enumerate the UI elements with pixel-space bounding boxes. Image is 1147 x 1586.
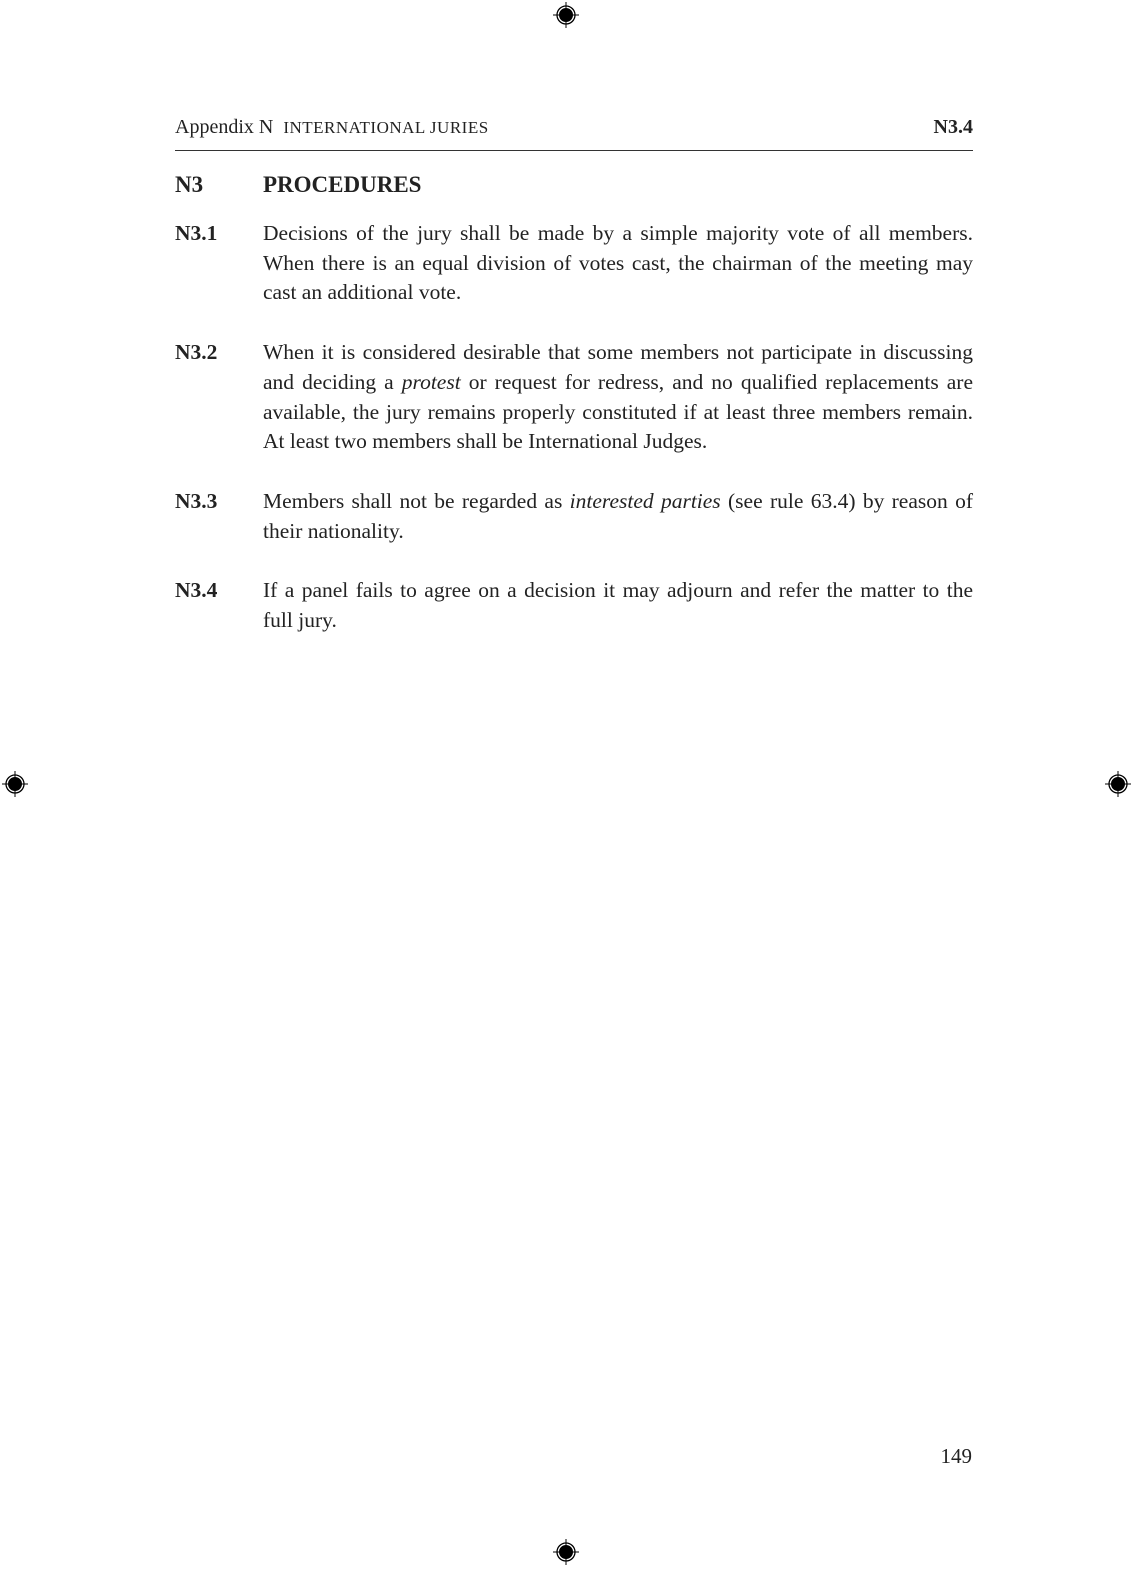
rule-number: N3.2 <box>175 340 218 365</box>
registration-mark-icon <box>553 2 579 28</box>
rule-text-segment: or request for redress, and no qualified replacements are available, the jury remains properly constituted if at least three members remain. At least two members shall be International Judges. <box>263 369 973 454</box>
header-rule-ref: N3.4 <box>933 116 973 138</box>
header-title: INTERNATIONAL JURIES <box>283 118 489 137</box>
header-left <box>175 116 489 139</box>
rule-text <box>263 576 973 635</box>
rule-text-segment: When it is considered desirable that some members not participate in discussing and deciding a <box>263 340 973 394</box>
rule-number: N3.1 <box>175 221 218 245</box>
italic-term: protest <box>401 369 461 394</box>
rule-item <box>175 487 973 546</box>
rule-text <box>263 219 973 308</box>
rule-text-segment: Members shall not be regarded as <box>263 488 570 513</box>
rule-item <box>175 576 973 635</box>
page-number: 149 <box>940 1444 972 1468</box>
registration-mark-icon <box>2 771 28 797</box>
rule-text <box>263 487 973 546</box>
rules-list <box>175 219 973 666</box>
header-appendix: Appendix N <box>175 116 274 138</box>
rule-number: N3.3 <box>175 488 218 513</box>
rule-text-segment: Decisions of the jury shall be made by a simple majority vote of all members. When there is an equal division of votes cast, the chairman of the meeting may cast an additional vote. <box>263 221 973 305</box>
section-title: PROCEDURES <box>263 172 422 197</box>
rule-text <box>263 338 973 457</box>
registration-mark-icon <box>1105 771 1131 797</box>
rule-number: N3.4 <box>175 578 218 603</box>
rule-item <box>175 219 973 308</box>
rule-text-segment: (see rule 63.4) by reason of their nationality. <box>263 488 973 543</box>
section-number: N3 <box>175 172 204 197</box>
rule-item <box>175 338 973 457</box>
italic-term: interested parties <box>569 488 721 513</box>
registration-mark-icon <box>553 1539 579 1565</box>
running-header <box>175 112 973 151</box>
rule-text-segment: If a panel fails to agree on a decision it may adjourn and refer the matter to the full jury. <box>263 578 973 633</box>
